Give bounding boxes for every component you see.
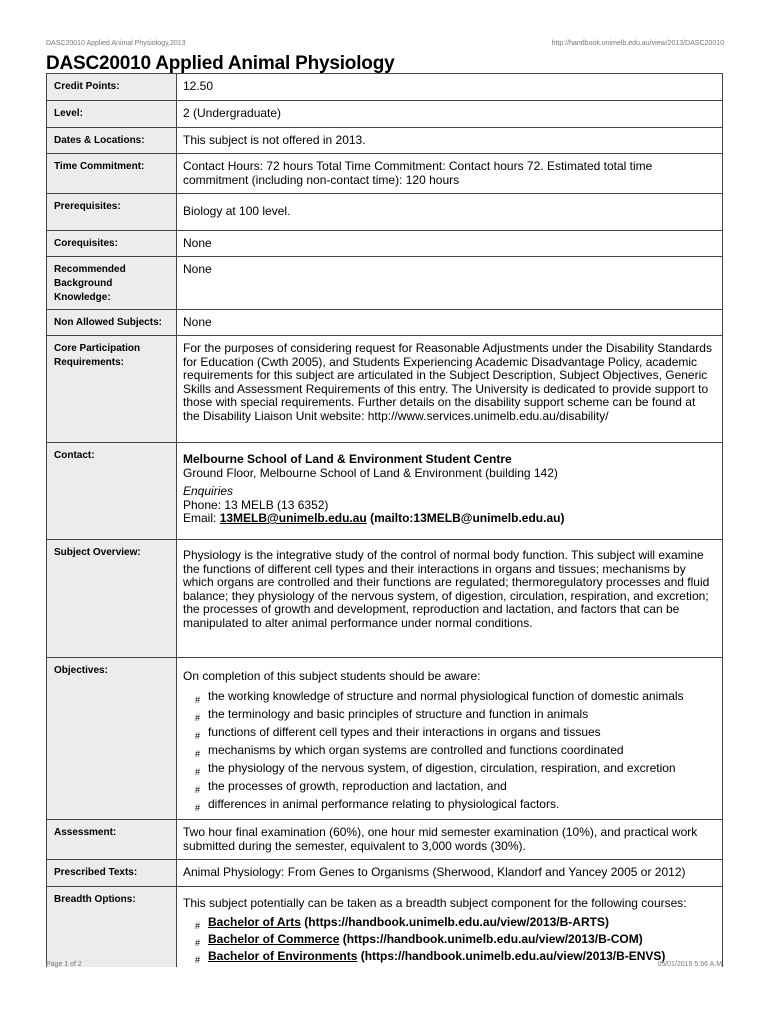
objective-item: # the physiology of the nervous system, of digestion, circulation, respiration, and excretion [195,760,676,777]
value-level: 2 (Undergraduate) [177,101,723,128]
row-recommended-knowledge [47,257,723,310]
label-credit-points: Credit Points: [47,74,177,101]
objective-item: # mechanisms by which organ systems are controlled and functions coordinated [195,742,624,759]
value-subject-overview: Physiology is the integrative study of the control of normal body function. This subject will examine the functions of different cell types and their interactions in organs and tissues; mechanisms by which organs are controlled and their functions are regulated; thermoregulatory processes and fluid balance; they physiology of the nervous system, of digestion, circulation, respiration, and excretion; the processes of growth and development, reproduction and lactation, and factors that can be manipulated to alter animal performance under normal conditions. [177,540,723,658]
row-corequisites [47,231,723,257]
subject-details-table [46,73,723,967]
contact-email-link[interactable]: 13MELB@unimelb.edu.au [219,511,367,525]
row-credit-points [47,74,723,101]
label-prescribed-texts: Prescribed Texts: [47,860,177,887]
hash-bullet-icon: # [195,920,201,931]
label-breadth-options: Breadth Options: [47,887,177,968]
objective-item: # the terminology and basic principles of structure and function in animals [195,706,589,723]
hash-bullet-icon: # [195,784,201,795]
label-objectives: Objectives: [47,658,177,820]
row-breadth-options [47,887,723,968]
label-dates-locations: Dates & Locations: [47,128,177,154]
label-core-participation: Core Participation Requirements: [47,336,177,443]
row-dates-locations [47,128,723,154]
value-time-commitment: Contact Hours: 72 hours Total Time Commitment: Contact hours 72. Estimated total time commitment (including non-contact time): 120 hours [177,154,723,194]
label-corequisites: Corequisites: [47,231,177,257]
course-link-arts[interactable]: Bachelor of Arts [208,914,301,929]
row-time-commitment [47,154,723,194]
hash-bullet-icon: # [195,954,201,965]
hash-bullet-icon: # [195,694,201,705]
objective-item: # differences in animal performance relating to physiological factors. [195,797,560,814]
breadth-course-item [183,916,714,930]
label-time-commitment: Time Commitment: [47,154,177,194]
running-header-url: http://handbook.unimelb.edu.au/view/2013/DASC20010 [551,40,724,47]
hash-bullet-icon: # [195,803,201,814]
contact-email-mailto: (mailto:13MELB@unimelb.edu.au) [366,511,565,525]
course-link-environments[interactable]: Bachelor of Environments [208,948,358,963]
row-prescribed-texts [47,860,723,887]
print-timestamp: 05/01/2015 5:56 A.M. [657,961,724,968]
value-credit-points: 12.50 [177,74,723,101]
label-recommended-knowledge: Recommended Background Knowledge: [47,257,177,310]
course-url: (https://handbook.unimelb.edu.au/view/2013/B-ARTS) [300,914,609,929]
breadth-intro: This subject potentially can be taken as a breadth subject component for the following courses: [183,896,687,910]
course-link-commerce[interactable]: Bachelor of Commerce [208,931,340,946]
label-contact: Contact: [47,443,177,540]
value-objectives [177,658,723,820]
page-number: Page 1 of 2 [46,961,82,968]
hash-bullet-icon: # [195,766,201,777]
hash-bullet-icon: # [195,730,201,741]
row-non-allowed-subjects [47,310,723,336]
row-core-participation [47,336,723,443]
label-non-allowed-subjects: Non Allowed Subjects: [47,310,177,336]
row-assessment [47,820,723,860]
objective-item: # functions of different cell types and their interactions in organs and tissues [195,724,601,741]
breadth-course-item [183,950,714,964]
objectives-intro: On completion of this subject students should be aware: [183,669,481,683]
value-corequisites: None [177,231,723,257]
value-dates-locations: This subject is not offered in 2013. [177,128,723,154]
value-breadth-options [177,887,723,968]
row-level [47,101,723,128]
contact-enquiries-heading: Enquiries [183,484,234,498]
value-contact [177,443,723,540]
label-subject-overview: Subject Overview: [47,540,177,658]
row-prerequisites [47,194,723,231]
hash-bullet-icon: # [195,748,201,759]
page-title: DASC20010 Applied Animal Physiology [46,53,395,74]
objective-item: # the processes of growth, reproduction and lactation, and [195,778,507,795]
contact-address: Ground Floor, Melbourne School of Land & Environment (building 142) [183,465,558,480]
contact-centre-name: Melbourne School of Land & Environment Student Centre [183,452,512,466]
running-header-left: DASC20010 Applied Animal Physiology,2013 [46,40,186,47]
course-url: (https://handbook.unimelb.edu.au/view/2013/B-COM) [339,931,643,946]
value-prescribed-texts: Animal Physiology: From Genes to Organisms (Sherwood, Klandorf and Yancey 2005 or 2012) [177,860,723,887]
hash-bullet-icon: # [195,937,201,948]
label-assessment: Assessment: [47,820,177,860]
breadth-course-item [183,933,714,947]
label-level: Level: [47,101,177,128]
hash-bullet-icon: # [195,712,201,723]
contact-phone: Phone: 13 MELB (13 6352) [183,497,329,512]
value-core-participation: For the purposes of considering request for Reasonable Adjustments under the Disability Standards for Education (Cwth 2005), and Students Experiencing Academic Disadvantage Policy, academic requirements for this subject are articulated in the Subject Description, Subject Objectives, Generic Skills and Assessment Requirements of this entry. The University is dedicated to provide support to those with special requirements. Further details on the disability support scheme can be found at the Disability Liaison Unit website: http://www.services.unimelb.edu.au/disability/ [177,336,723,443]
value-assessment: Two hour final examination (60%), one hour mid semester examination (10%), and practical work submitted during the semester, equivalent to 3,000 words (30%). [177,820,723,860]
value-recommended-knowledge: None [177,257,723,310]
course-url: (https://handbook.unimelb.edu.au/view/2013/B-ENVS) [357,948,666,963]
value-prerequisites: Biology at 100 level. [177,194,723,231]
objectives-list [183,690,714,812]
label-prerequisites: Prerequisites: [47,194,177,231]
row-objectives [47,658,723,820]
row-contact [47,443,723,540]
breadth-course-list [183,916,714,964]
value-non-allowed-subjects: None [177,310,723,336]
contact-email [183,512,714,526]
row-subject-overview [47,540,723,658]
contact-email-prefix: Email: [183,511,220,525]
objective-item: # the working knowledge of structure and normal physiological function of domestic animals [195,688,684,705]
